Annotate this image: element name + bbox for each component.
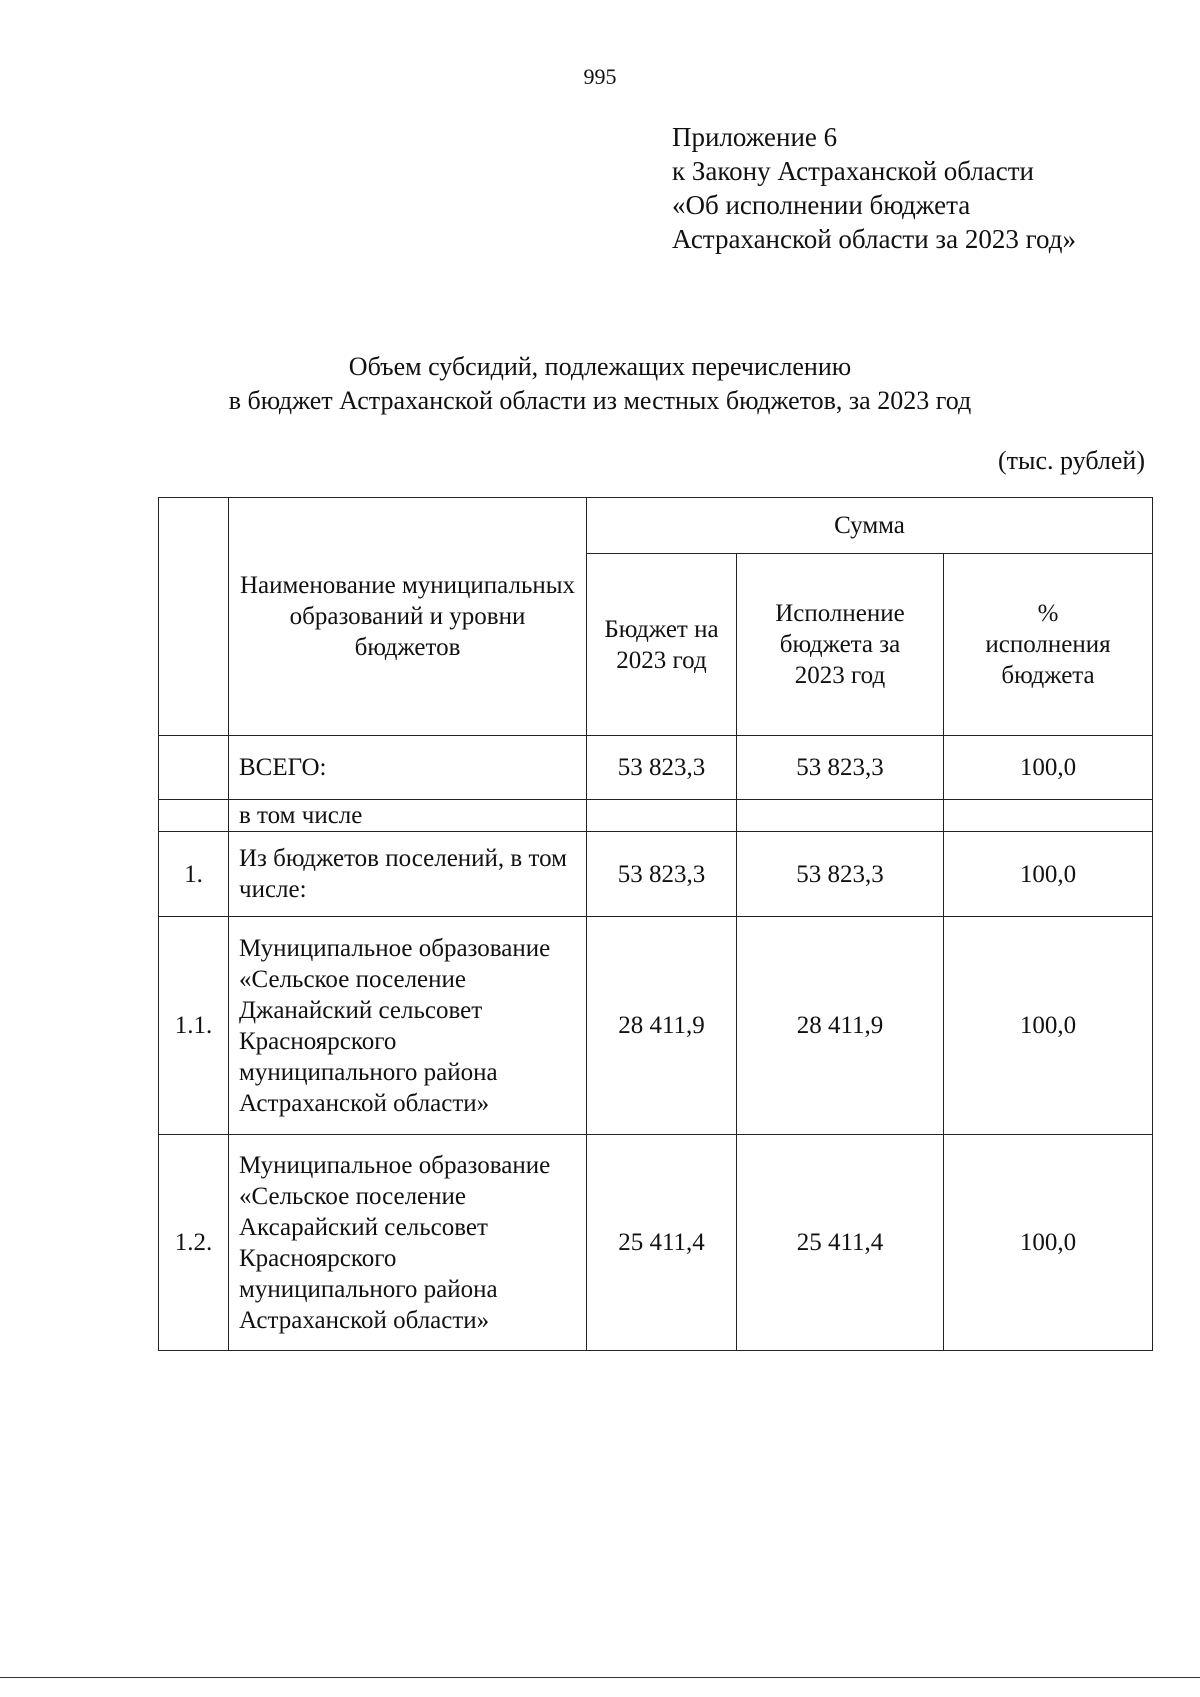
row-execution: 53 823,3	[737, 832, 944, 917]
table-row-total	[159, 736, 1153, 800]
row-number: 1.1.	[159, 917, 229, 1135]
appendix-line-4: Астраханской области за 2023 год»	[672, 224, 1076, 254]
appendix-block	[672, 120, 1076, 256]
row-execution: 28 411,9	[737, 917, 944, 1135]
row-name: Из бюджетов поселений, в том числе:	[229, 832, 587, 917]
row-budget: 28 411,9	[587, 917, 737, 1135]
row-budget	[587, 800, 737, 832]
document-title	[0, 350, 1200, 418]
row-name: ВСЕГО:	[229, 736, 587, 800]
row-execution: 25 411,4	[737, 1135, 944, 1351]
row-percent: 100,0	[944, 832, 1153, 917]
subsidies-table	[158, 497, 1153, 1351]
table-row-including	[159, 800, 1153, 832]
header-percent: % исполнения бюджета	[944, 554, 1153, 736]
header-name: Наименование муниципальных образований и уровни бюджетов	[229, 498, 587, 736]
row-execution: 53 823,3	[737, 736, 944, 800]
row-budget: 25 411,4	[587, 1135, 737, 1351]
row-percent: 100,0	[944, 917, 1153, 1135]
row-number: 1.2.	[159, 1135, 229, 1351]
row-number: 1.	[159, 832, 229, 917]
page-bottom-rule	[0, 1677, 1200, 1678]
header-sum: Сумма	[587, 498, 1153, 554]
row-name: Муниципальное образование «Сельское поселение Аксарайский сельсовет Красноярского муниципального района Астраханской области»	[229, 1135, 587, 1351]
appendix-line-3: «Об исполнении бюджета	[672, 190, 971, 220]
row-number	[159, 800, 229, 832]
header-number-cell	[159, 498, 229, 736]
row-percent: 100,0	[944, 736, 1153, 800]
table-row-1-2	[159, 1135, 1153, 1351]
title-line-1: Объем субсидий, подлежащих перечислению	[348, 352, 852, 381]
row-number	[159, 736, 229, 800]
table-row-1	[159, 832, 1153, 917]
row-name: в том числе	[229, 800, 587, 832]
table-row-1-1	[159, 917, 1153, 1135]
row-execution	[737, 800, 944, 832]
appendix-line-1: Приложение 6	[672, 122, 838, 152]
units-label: (тыс. рублей)	[997, 446, 1145, 475]
row-budget: 53 823,3	[587, 832, 737, 917]
page-number: 995	[583, 64, 617, 89]
row-budget: 53 823,3	[587, 736, 737, 800]
header-execution: Исполнение бюджета за 2023 год	[737, 554, 944, 736]
row-name: Муниципальное образование «Сельское поселение Джанайский сельсовет Красноярского муниципального района Астраханской области»	[229, 917, 587, 1135]
title-line-2: в бюджет Астраханской области из местных бюджетов, за 2023 год	[228, 386, 972, 415]
row-percent	[944, 800, 1153, 832]
header-budget: Бюджет на 2023 год	[587, 554, 737, 736]
appendix-line-2: к Закону Астраханской области	[672, 156, 1035, 186]
row-percent: 100,0	[944, 1135, 1153, 1351]
